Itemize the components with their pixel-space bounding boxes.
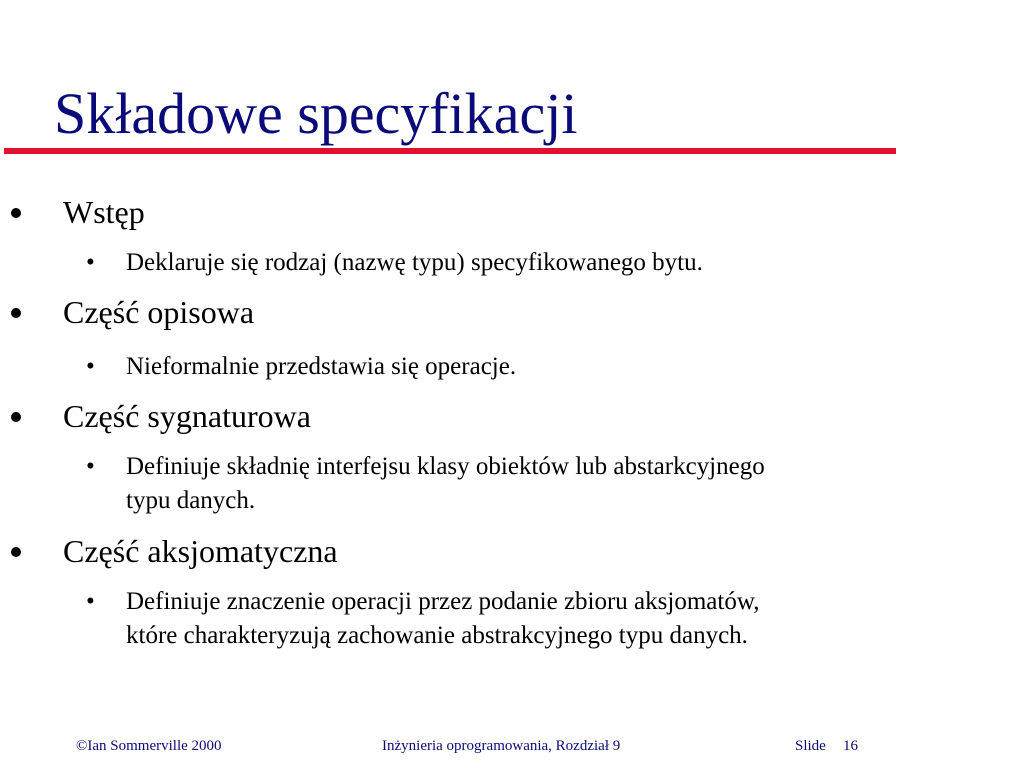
bullet-dot-icon xyxy=(9,539,29,567)
bullet-dot-icon xyxy=(9,300,29,328)
footer-copyright: ©Ian Sommerville 2000 xyxy=(76,738,222,754)
section-detail-line: Definiuje znaczenie operacji przez podanie zbioru aksjomatów, xyxy=(126,588,760,615)
section-heading: Wstęp xyxy=(63,194,145,230)
bullet-dot-icon xyxy=(9,200,29,228)
section-detail-line: Deklaruje się rodzaj (nazwę typu) specyfikowanego bytu. xyxy=(126,249,703,276)
title-underline xyxy=(4,148,896,154)
footer-slide-number: 16 xyxy=(843,738,858,754)
bullet-dot-icon xyxy=(9,404,29,432)
sub-bullet-icon: • xyxy=(86,588,95,615)
section-detail-line: Definiuje składnię interfejsu klasy obiektów lub abstarkcyjnego xyxy=(126,453,765,480)
footer-course-title: Inżynieria oprogramowania, Rozdział 9 xyxy=(382,738,621,754)
section-detail-line: Nieformalnie przedstawia się operacje. xyxy=(126,353,517,380)
footer-slide-label: Slide xyxy=(795,738,826,754)
section-heading: Część aksjomatyczna xyxy=(63,533,338,569)
slide-title: Składowe specyfikacji xyxy=(54,81,578,146)
section-heading: Część sygnaturowa xyxy=(63,398,311,434)
section-detail-line: które charakteryzują zachowanie abstrakcyjnego typu danych. xyxy=(126,622,748,649)
sub-bullet-icon: • xyxy=(86,249,95,276)
section-heading: Część opisowa xyxy=(63,294,255,330)
sub-bullet-icon: • xyxy=(86,453,95,480)
sub-bullet-icon: • xyxy=(86,353,95,380)
section-detail-line: typu danych. xyxy=(126,487,256,514)
